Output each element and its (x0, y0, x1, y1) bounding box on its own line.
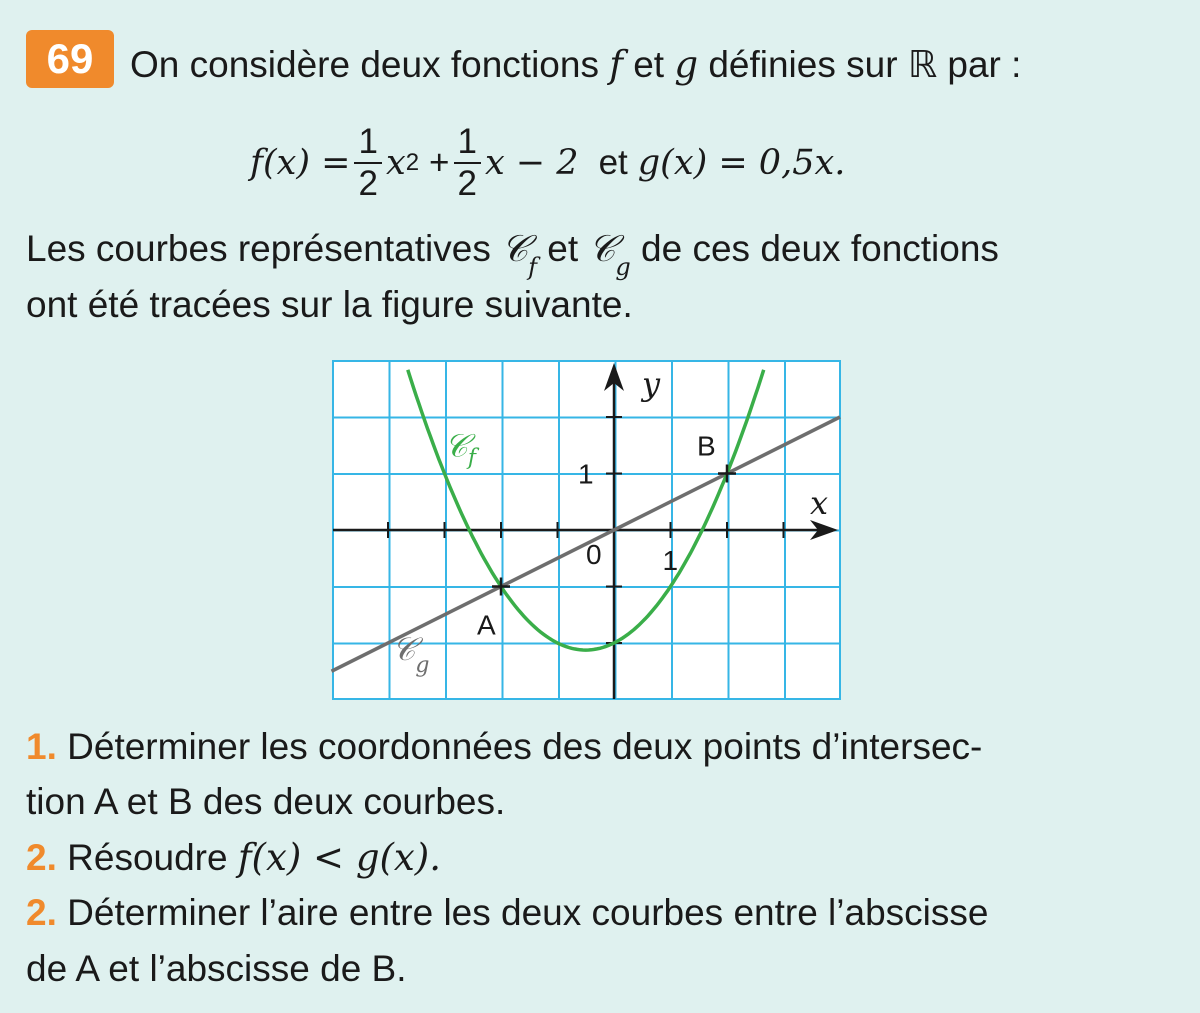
plus-sign: + (429, 143, 450, 182)
point-b-label: B (697, 430, 716, 462)
g-definition: g(x) = 0,5x. (637, 143, 846, 183)
point-a-label: A (477, 609, 496, 641)
curve-g-sub: g (415, 652, 430, 678)
x-tick-label: 1 (662, 545, 679, 576)
x-axis-label: x (810, 484, 829, 522)
curve-cf-symbol: 𝒞 (501, 227, 529, 270)
curve-cf-subscript: f (528, 253, 537, 281)
description-line-2: ont été tracées sur la figure suivante. (26, 284, 633, 325)
question-1-line-1 (26, 725, 982, 769)
curve-f-letter: 𝒞 (444, 426, 468, 465)
linear-term: x − 2 (484, 143, 579, 183)
intro-domain: définies sur ℝ par : (708, 44, 1022, 85)
origin-label: 0 (586, 539, 602, 570)
curve-g-letter: 𝒞 (392, 629, 416, 668)
function-f-name: f (609, 43, 623, 86)
question-number: 2. (26, 837, 57, 878)
question-text: Résoudre (67, 837, 228, 878)
question-3-line-2: de A et l’abscisse de B. (26, 948, 407, 989)
question-text: Déterminer l’aire entre les deux courbes entre l’abscisse (67, 892, 989, 933)
intro-text: On considère deux fonctions (130, 44, 599, 85)
function-g-name: g (674, 43, 699, 86)
intro-et: et (633, 44, 665, 85)
fraction-numerator: 1 (354, 122, 381, 164)
formula-et: et (598, 143, 628, 182)
y-tick-label: 1 (578, 458, 594, 490)
question-text: Déterminer les coordonnées des deux points d’intersec- (67, 726, 983, 767)
question-1-line-2: tion A et B des deux courbes. (26, 781, 506, 822)
fraction-denominator: 2 (358, 164, 378, 203)
description-et: et (547, 228, 579, 269)
curve-f-sub: f (467, 445, 476, 471)
f-lhs: f(x) = (250, 143, 351, 183)
fraction-numerator: 1 (454, 122, 481, 164)
question-2 (26, 836, 441, 880)
x-variable: x (385, 143, 406, 183)
question-number: 2. (26, 892, 57, 933)
fraction-denominator: 2 (457, 164, 477, 203)
exercise-number-badge: 69 (26, 30, 114, 88)
question-number: 1. (26, 726, 57, 767)
question-3-line-1 (26, 891, 988, 935)
exponent: 2 (405, 149, 420, 176)
description-text-end: de ces deux fonctions (641, 228, 999, 269)
description-text: Les courbes représentatives (26, 228, 491, 269)
inequality: f(x) < g(x). (237, 836, 441, 879)
curve-cg-subscript: g (615, 253, 631, 281)
curve-cg-symbol: 𝒞 (588, 227, 616, 270)
y-axis-label: y (642, 365, 661, 403)
